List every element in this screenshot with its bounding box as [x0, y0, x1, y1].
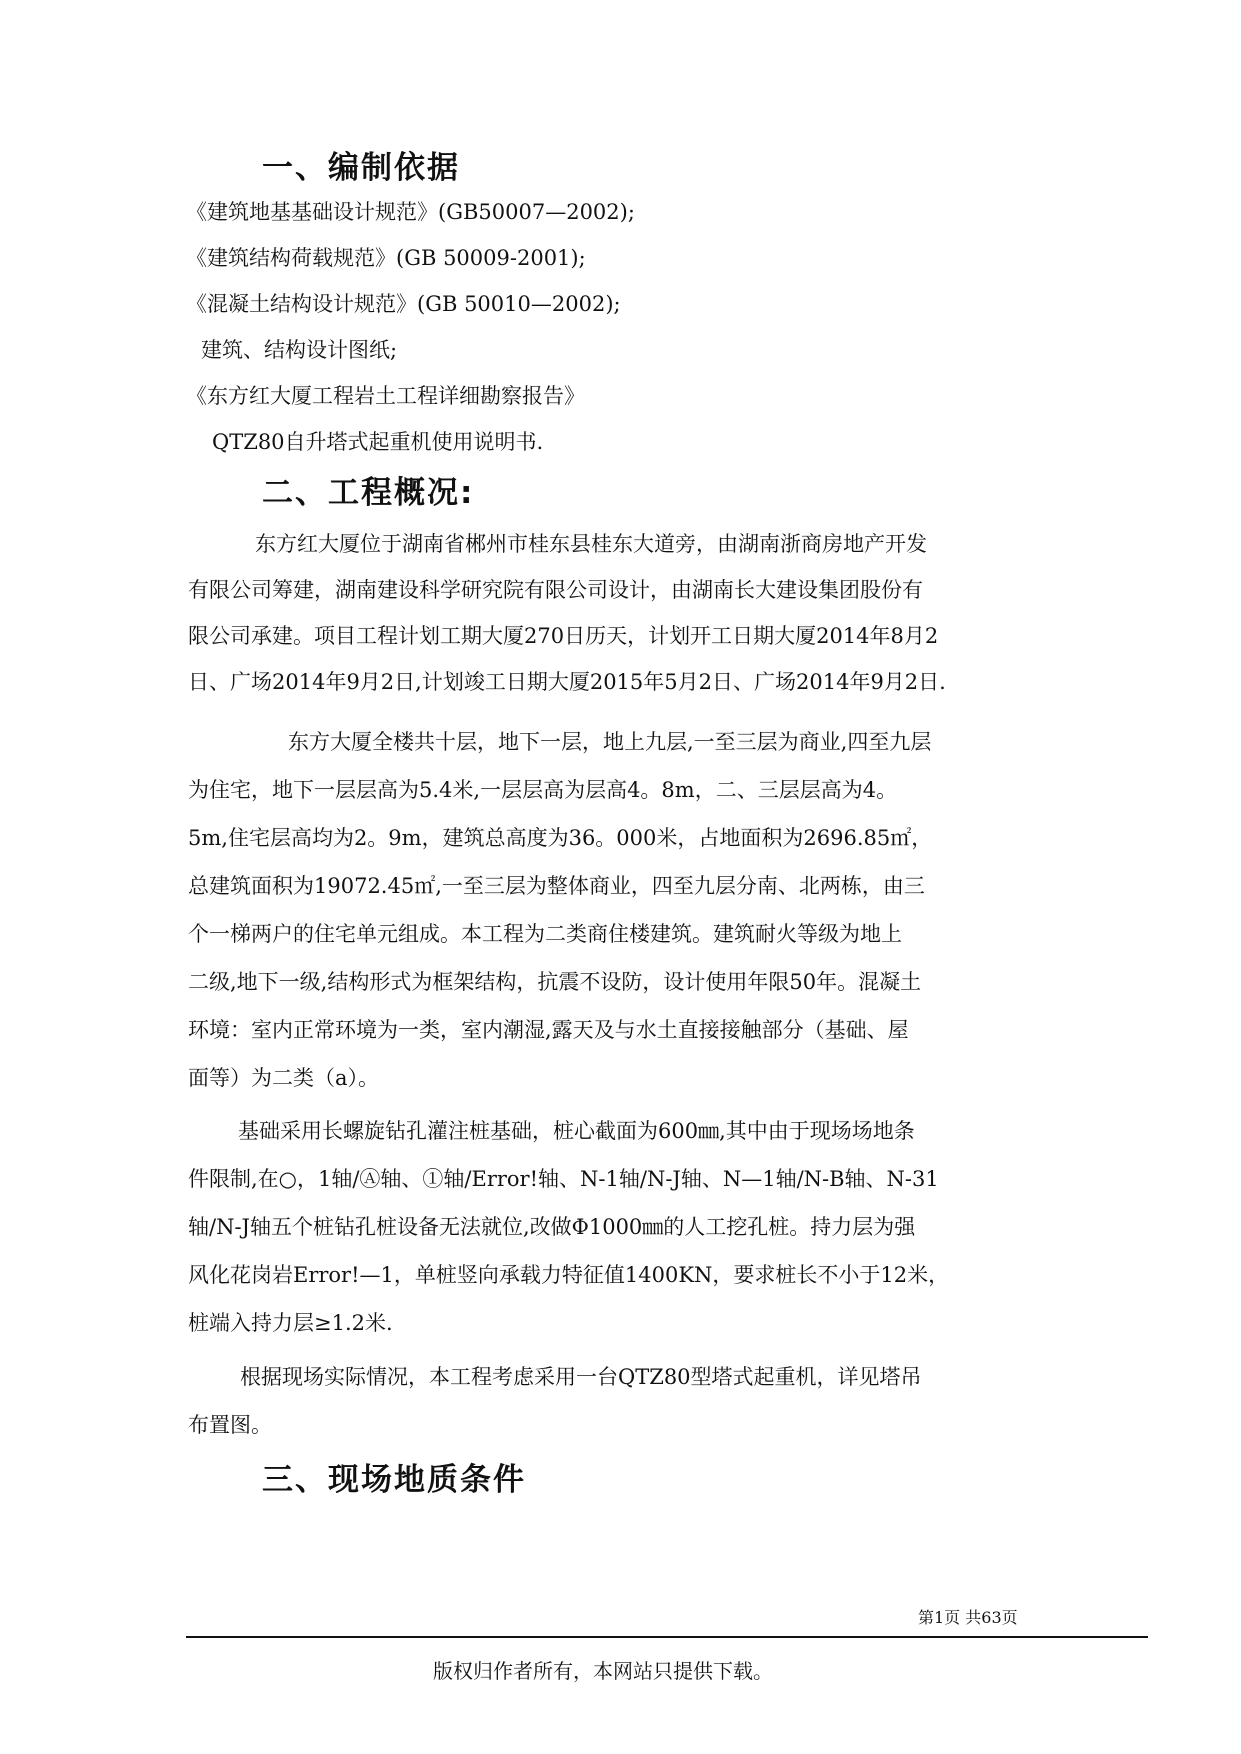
- reference-item: QTZ80自升塔式起重机使用说明书.: [212, 430, 544, 454]
- footer-divider: [186, 1636, 1148, 1638]
- paragraph-line: 东方大厦全楼共十层，地下一层，地上九层,一至三层为商业,四至九层: [288, 730, 932, 754]
- paragraph-line: 风化花岗岩Error!—1，单桩竖向承载力特征值1400KN，要求桩长不小于12米，: [188, 1263, 950, 1287]
- paragraph-line: 为住宅，地下一层层高为5.4米,一层层高为层高4。8m，二、三层层高为4。: [188, 778, 898, 802]
- paragraph-line: 布置图。: [188, 1413, 272, 1437]
- paragraph-line: 根据现场实际情况，本工程考虑采用一台QTZ80型塔式起重机，详见塔吊: [240, 1365, 922, 1389]
- page-number: 第1页 共63页: [918, 1608, 1018, 1627]
- paragraph-line: 日、广场2014年9月2日,计划竣工日期大厦2015年5月2日、广场2014年9月2日.: [188, 670, 946, 694]
- section-heading-basis: 一、编制依据: [262, 150, 460, 186]
- paragraph-line: 件限制,在○，1轴/Ⓐ轴、①轴/Error!轴、N-1轴/N-J轴、N—1轴/N-B轴、N-31: [188, 1167, 939, 1191]
- copyright-notice: 版权归作者所有，本网站只提供下载。: [433, 1659, 773, 1683]
- paragraph-line: 面等）为二类（a）。: [188, 1066, 380, 1090]
- paragraph-line: 东方红大厦位于湖南省郴州市桂东县桂东大道旁，由湖南浙商房地产开发: [255, 532, 927, 556]
- paragraph-line: 5m,住宅层高均为2。9m，建筑总高度为36。000米，占地面积为2696.85㎡，: [188, 826, 933, 850]
- paragraph-line: 总建筑面积为19072.45㎡,一至三层为整体商业，四至九层分南、北两栋，由三: [188, 874, 925, 898]
- paragraph-line: 环境：室内正常环境为一类，室内潮湿,露天及与水土直接接触部分（基础、屋: [188, 1018, 909, 1042]
- paragraph-line: 二级,地下一级,结构形式为框架结构，抗震不设防，设计使用年限50年。混凝土: [188, 970, 922, 994]
- paragraph-line: 轴/N-J轴五个桩钻孔桩设备无法就位,改做Φ1000㎜的人工挖孔桩。持力层为强: [188, 1215, 916, 1239]
- reference-item: 《混凝土结构设计规范》(GB 50010—2002);: [186, 292, 621, 316]
- paragraph-line: 桩端入持力层≥1.2米.: [188, 1311, 393, 1335]
- reference-item: 《建筑地基基础设计规范》(GB50007—2002);: [186, 200, 635, 224]
- reference-item: 《建筑结构荷载规范》(GB 50009-2001);: [186, 246, 586, 270]
- paragraph-line: 有限公司筹建，湖南建设科学研究院有限公司设计，由湖南长大建设集团股份有: [188, 578, 923, 602]
- paragraph-line: 限公司承建。项目工程计划工期大厦270日历天，计划开工日期大厦2014年8月2: [188, 624, 939, 648]
- reference-item: 建筑、结构设计图纸;: [201, 338, 398, 362]
- section-heading-overview: 二、工程概况:: [262, 475, 475, 511]
- paragraph-line: 个一梯两户的住宅单元组成。本工程为二类商住楼建筑。建筑耐火等级为地上: [188, 922, 902, 946]
- section-heading-geology: 三、现场地质条件: [262, 1462, 526, 1498]
- paragraph-line: 基础采用长螺旋钻孔灌注桩基础，桩心截面为600㎜,其中由于现场场地条: [238, 1119, 915, 1143]
- reference-item: 《东方红大厦工程岩土工程详细勘察报告》: [186, 384, 585, 408]
